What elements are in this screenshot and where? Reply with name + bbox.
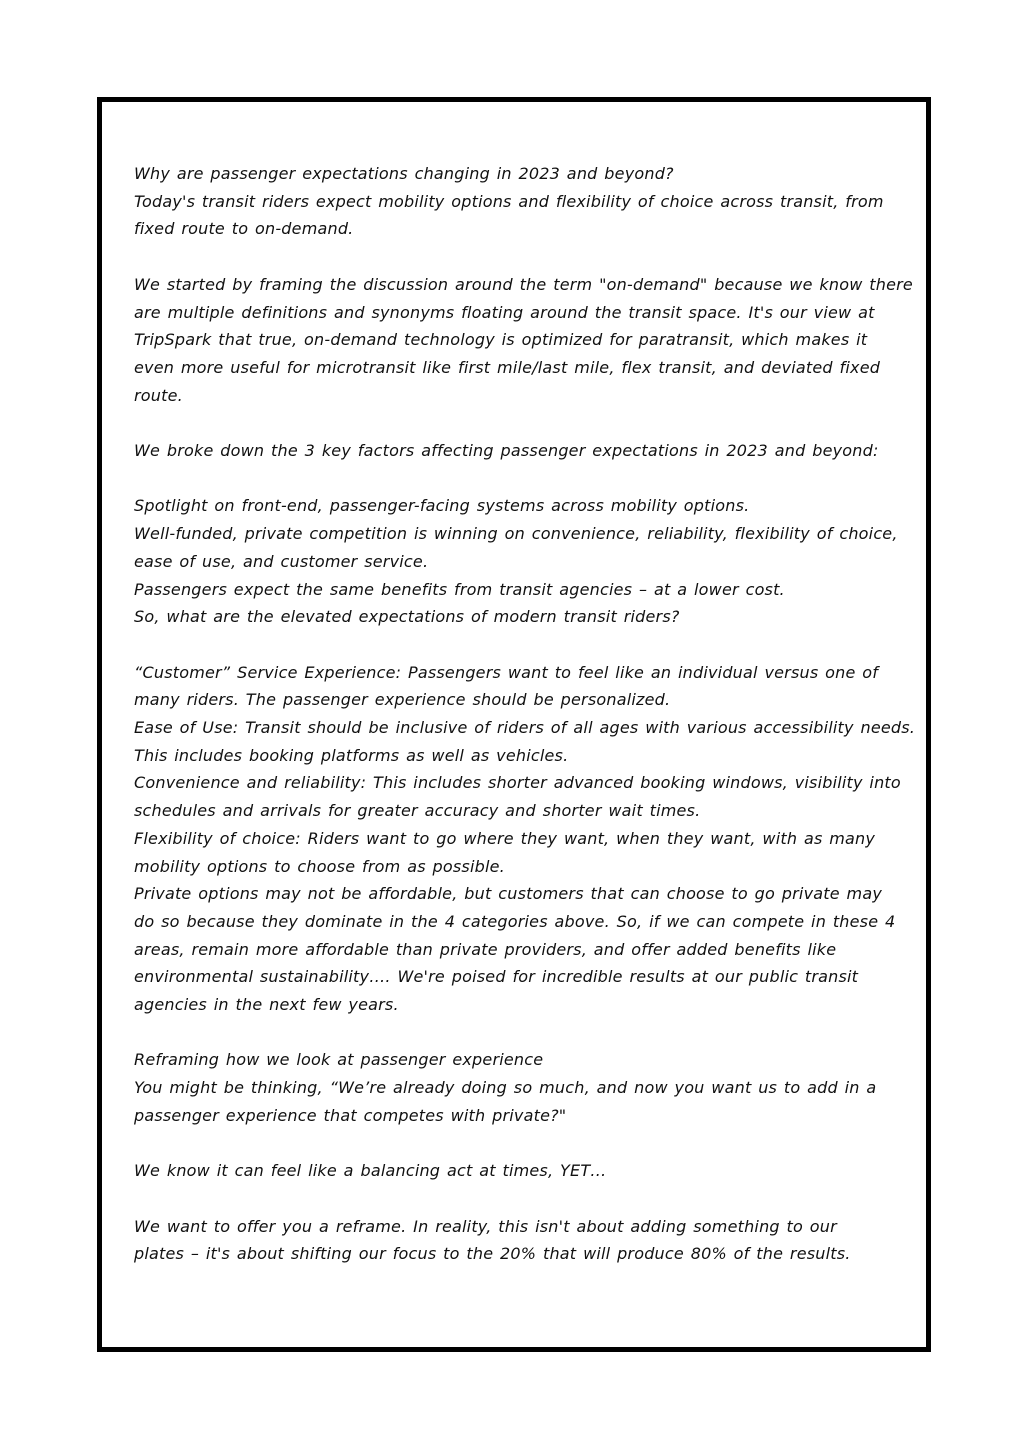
paragraph [134,1213,894,1268]
text-line: are multiple definitions and synonyms floating around the transit space. It's our view at [134,302,875,322]
text-line: Passengers expect the same benefits from transit agencies – at a lower cost. [134,579,785,599]
text-line: mobility options to choose from as possible. [134,856,505,876]
text-line: Flexibility of choice: Riders want to go where they want, when they want, with as many [134,828,876,848]
paragraph [134,659,916,1019]
text-line: We know it can feel like a balancing act at times, YET… [134,1161,607,1181]
text-line: ease of use, and customer service. [134,551,429,571]
text-line: TripSpark that true, on-demand technology is optimized for paratransit, which makes it [134,330,868,350]
document-body [134,160,916,1296]
text-line: So, what are the elevated expectations of modern transit riders? [134,607,680,627]
text-line: Why are passenger expectations changing in 2023 and beyond? [134,164,674,183]
paragraph [134,492,898,631]
text-line: Spotlight on front-end, passenger-facing systems across mobility options. [134,496,750,516]
text-line: environmental sustainability…. We're poised for incredible results at our public transit [134,967,859,987]
text-line: Private options may not be affordable, but customers that can choose to go private may [134,884,883,904]
text-line: Ease of Use: Transit should be inclusive of riders of all ages with various accessibility needs. [134,718,916,737]
text-line: This includes booking platforms as well as vehicles. [134,745,569,765]
text-line: areas, remain more affordable than private providers, and offer added benefits like [134,939,837,959]
text-line: schedules and arrivals for greater accuracy and shorter wait times. [134,801,701,821]
text-line: “Customer” Service Experience: Passengers want to feel like an individual versus one of [134,662,879,682]
text-line: even more useful for microtransit like first mile/last mile, flex transit, and deviated fixed [134,357,881,377]
text-line: Reframing how we look at passenger experience [134,1050,544,1070]
paragraph [134,271,913,410]
text-line: route. [134,385,183,405]
text-line: Today's transit riders expect mobility options and flexibility of choice across transit, from [134,191,884,211]
text-line: agencies in the next few years. [134,995,399,1015]
text-line: Well-funded, private competition is winning on convenience, reliability, flexibility of choice, [134,524,898,544]
text-line: You might be thinking, “We’re already doing so much, and now you want us to add in a [134,1078,877,1098]
text-line: We broke down the 3 key factors affecting passenger expectations in 2023 and beyond: [134,441,879,460]
paragraph [134,1046,894,1129]
paragraph [134,1157,894,1185]
text-line: passenger experience that competes with private?" [134,1105,567,1125]
text-line: We want to offer you a reframe. In reality, this isn't about adding something to our [134,1216,837,1236]
text-line: fixed route to on-demand. [134,219,354,239]
paragraph [134,437,894,465]
text-line: many riders. The passenger experience should be personalized. [134,690,671,710]
text-line: do so because they dominate in the 4 categories above. So, if we can compete in these 4 [134,911,896,931]
text-line: We started by framing the discussion around the term "on-demand" because we know there [134,274,913,294]
text-line: plates – it's about shifting our focus to the 20% that will produce 80% of the results. [134,1244,851,1264]
text-line: Convenience and reliability: This includes shorter advanced booking windows, visibility into [134,773,901,793]
paragraph [134,160,894,243]
